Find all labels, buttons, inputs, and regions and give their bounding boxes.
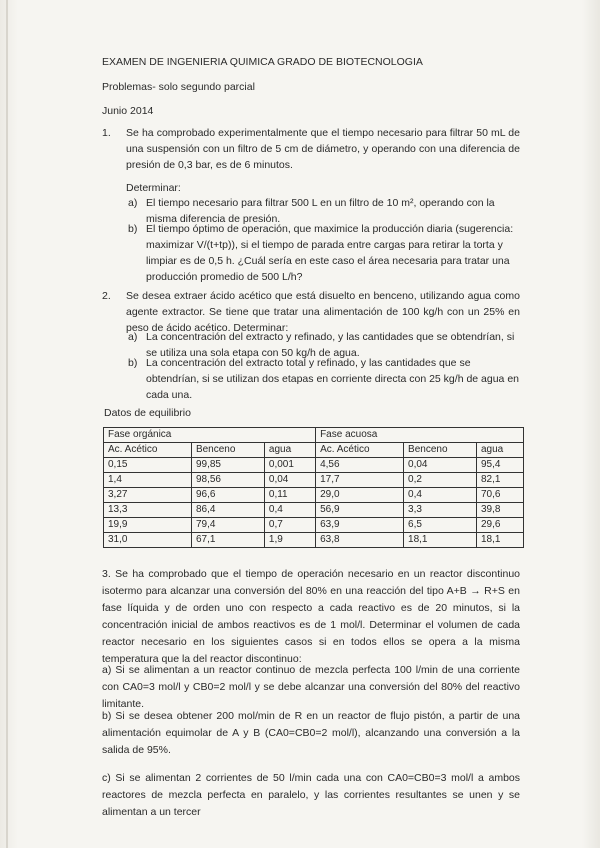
group-header-organic: Fase orgánica (104, 428, 316, 443)
table-header-row (104, 443, 524, 458)
problem-2-intro: Se desea extraer ácido acético que está disuelto en benceno, utilizando agua como agente extractor. Se tiene que tratar una alimentación de 100 kg/h con un 25% en peso de ácido acético. Determinar: (126, 290, 520, 334)
table-group-header-row (104, 428, 524, 443)
table-row (104, 458, 524, 473)
table-cell: 1,4 (104, 473, 192, 488)
equilibrium-caption: Datos de equilibrio (104, 407, 191, 419)
table-cell: 1,9 (264, 533, 315, 548)
table-cell: 86,4 (191, 503, 264, 518)
column-header: Ac. Acético (316, 443, 404, 458)
column-header: agua (264, 443, 315, 458)
problem-3-a: a) Si se alimentan a un reactor continuo de mezcla perfecta 100 l/min de una corriente con CA0=3 mol/l y CB0=2 mol/l y se debe alcanzar una conversión del 80% del reactivo limitante. (102, 664, 520, 710)
problem-3-b: b) Si se desea obtener 200 mol/min de R en un reactor de flujo pistón, a partir de una alimentación equimolar de A y B (CA0=CB0=2 mol/l), alcanzando una conversión a la salida de 95%. (102, 710, 520, 756)
table-cell: 19,9 (104, 518, 192, 533)
table-cell: 31,0 (104, 533, 192, 548)
page-edge-shadow (6, 0, 8, 848)
problem-2-number: 2. (102, 290, 111, 302)
table-cell: 0,4 (404, 488, 477, 503)
column-header: Benceno (404, 443, 477, 458)
problem-3-c: c) Si se alimentan 2 corrientes de 50 l/min cada una con CA0=CB0=3 mol/l a ambos reactores de mezcla perfecta en paralelo, y las corrientes resultantes se unen y se alimentan a un tercer (102, 772, 520, 818)
table-cell: 0,15 (104, 458, 192, 473)
problem-1-intro: Se ha comprobado experimentalmente que el tiempo necesario para filtrar 50 mL de una suspensión con un filtro de 5 cm de diámetro, y operando con una diferencia de presión de 0,3 bar, es de 6 minutos. (126, 127, 520, 171)
problem-2-b-label: b) (128, 357, 138, 369)
table-cell: 79,4 (191, 518, 264, 533)
table-cell: 6,5 (404, 518, 477, 533)
problem-1-determinar: Determinar: (126, 182, 181, 194)
table-cell: 96,6 (191, 488, 264, 503)
table-row (104, 518, 524, 533)
table-cell: 70,6 (476, 488, 523, 503)
exam-date: Junio 2014 (102, 105, 154, 117)
exam-subtitle: Problemas- solo segundo parcial (102, 81, 255, 93)
table-cell: 3,27 (104, 488, 192, 503)
table-cell: 3,3 (404, 503, 477, 518)
group-header-aqueous: Fase acuosa (316, 428, 524, 443)
problem-1-a-text: El tiempo necesario para filtrar 500 L en un filtro de 10 m², operando con la misma diferencia de presión. (146, 197, 495, 225)
table-cell: 0,04 (404, 458, 477, 473)
table-cell: 17,7 (316, 473, 404, 488)
table-cell: 95,4 (476, 458, 523, 473)
table-cell: 0,04 (264, 473, 315, 488)
table-cell: 67,1 (191, 533, 264, 548)
table-cell: 29,6 (476, 518, 523, 533)
table-cell: 4,56 (316, 458, 404, 473)
table-cell: 18,1 (404, 533, 477, 548)
table-cell: 13,3 (104, 503, 192, 518)
problem-1-a-label: a) (128, 197, 138, 209)
column-header: Benceno (191, 443, 264, 458)
equilibrium-table (103, 427, 524, 548)
table-cell: 63,9 (316, 518, 404, 533)
table-cell: 0,2 (404, 473, 477, 488)
table-cell: 56,9 (316, 503, 404, 518)
problem-3-intro: 3. Se ha comprobado que el tiempo de operación necesario en un reactor discontinuo isotermo para alcanzar una conversión del 80% en una reacción del tipo A+B → R+S en fase líquida y de orden uno con respecto a cada reactivo es de 20 minutos, si la concentración inicial de ambos reactivos es de 1 mol/l. Determinar el volumen de cada reactor necesario en los siguientes casos si en todos ellos se opera a la misma temperatura que la del reactor discontinuo: (102, 568, 520, 665)
problem-1-b-text: El tiempo óptimo de operación, que maximice la producción diaria (sugerencia: maximizar V/(t+tp)), si el tiempo de parada entre cargas para retirar la torta y limpiar es de 0,5 h. ¿Cuál sería en este caso el área necesaria para tratar una producción promedio de 500 L/h? (146, 223, 514, 283)
table-row (104, 473, 524, 488)
table-row (104, 503, 524, 518)
table-cell: 0,7 (264, 518, 315, 533)
problem-1-b-label: b) (128, 223, 138, 235)
exam-title: EXAMEN DE INGENIERIA QUIMICA GRADO DE BIOTECNOLOGIA (102, 56, 423, 68)
problem-2-a-label: a) (128, 331, 138, 343)
table-cell: 63,8 (316, 533, 404, 548)
table-cell: 0,001 (264, 458, 315, 473)
table-row (104, 488, 524, 503)
problem-2-b-text: La concentración del extracto total y refinado, y las cantidades que se obtendrían, si se utilizan dos etapas en corriente directa con 25 kg/h de agua en cada una. (146, 357, 519, 401)
table-cell: 99,85 (191, 458, 264, 473)
table-cell: 39,8 (476, 503, 523, 518)
table-cell: 82,1 (476, 473, 523, 488)
table-cell: 18,1 (476, 533, 523, 548)
column-header: agua (476, 443, 523, 458)
table-cell: 98,56 (191, 473, 264, 488)
table-cell: 29,0 (316, 488, 404, 503)
table-cell: 0,4 (264, 503, 315, 518)
table-cell: 0,11 (264, 488, 315, 503)
problem-2-a-text: La concentración del extracto y refinado, y las cantidades que se obtendrían, si se utiliza una sola etapa con 50 kg/h de agua. (146, 331, 515, 359)
column-header: Ac. Acético (104, 443, 192, 458)
table-row (104, 533, 524, 548)
problem-1-number: 1. (102, 127, 111, 139)
